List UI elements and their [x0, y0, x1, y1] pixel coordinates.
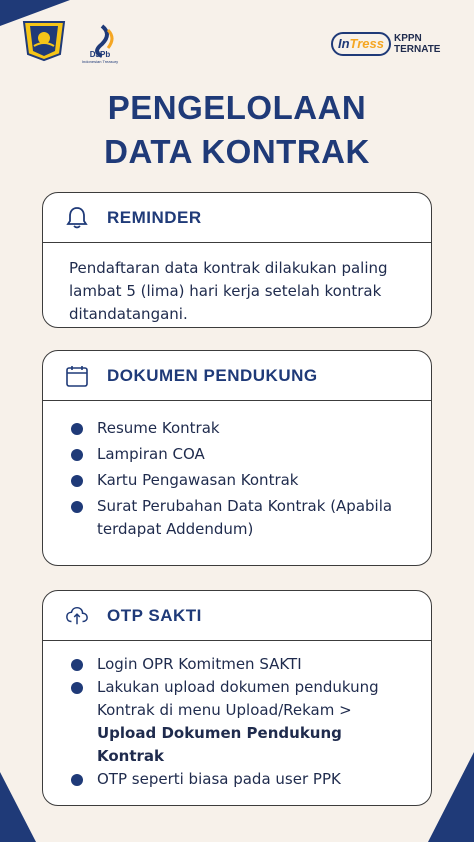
dokumen-body — [43, 401, 431, 555]
intress-logo — [331, 32, 391, 56]
otp-item2-bold: Upload Dokumen Pendukung Kontrak — [97, 724, 342, 765]
djpb-logo-subtitle: Indonesian Treasury — [81, 59, 119, 64]
reminder-heading: REMINDER — [107, 207, 202, 227]
dokumen-list — [69, 417, 413, 541]
list-item: OTP seperti biasa pada user PPK — [69, 768, 413, 791]
cloud-upload-icon — [65, 604, 89, 628]
calendar-icon — [65, 364, 89, 388]
list-item: Login OPR Komitmen SAKTI — [69, 653, 413, 676]
reminder-card — [42, 192, 432, 328]
reminder-body — [43, 243, 431, 328]
otp-sakti-card — [42, 590, 432, 806]
kppn-label — [394, 33, 456, 55]
otp-card-header — [43, 591, 431, 641]
title-line1: PENGELOLAAN — [107, 89, 367, 126]
otp-item2-prefix: Lakukan upload dokumen pendukung Kontrak di menu Upload/Rekam > — [97, 678, 379, 719]
list-item: Lampiran COA — [69, 443, 413, 466]
bell-icon — [65, 206, 89, 230]
list-item: Surat Perubahan Data Kontrak (Apabila terdapat Addendum) — [69, 495, 413, 541]
otp-body — [43, 641, 431, 805]
dokumen-card-header — [43, 351, 431, 401]
kppn-line1: KPPN — [394, 33, 422, 44]
title-line2: DATA KONTRAK — [104, 133, 370, 170]
djpb-logo-text: DJPb — [89, 50, 111, 59]
intress-logo-part2: Tress — [349, 36, 385, 51]
reminder-card-header — [43, 193, 431, 243]
corner-decoration-bottom-left — [0, 772, 36, 842]
otp-heading: OTP SAKTI — [107, 605, 202, 625]
dokumen-heading: DOKUMEN PENDUKUNG — [107, 365, 318, 385]
page-title — [0, 86, 474, 174]
corner-decoration-bottom-right — [428, 752, 474, 842]
otp-list — [69, 653, 413, 791]
kppn-line2: TERNATE — [394, 44, 441, 55]
list-item — [69, 676, 413, 768]
list-item: Kartu Pengawasan Kontrak — [69, 469, 413, 492]
kemenkeu-logo — [20, 18, 68, 62]
dokumen-pendukung-card — [42, 350, 432, 566]
intress-logo-part1: In — [337, 36, 350, 51]
list-item: Resume Kontrak — [69, 417, 413, 440]
reminder-text: Pendaftaran data kontrak dilakukan paling lambat 5 (lima) hari kerja setelah kontrak ditandatangani. — [69, 259, 388, 323]
